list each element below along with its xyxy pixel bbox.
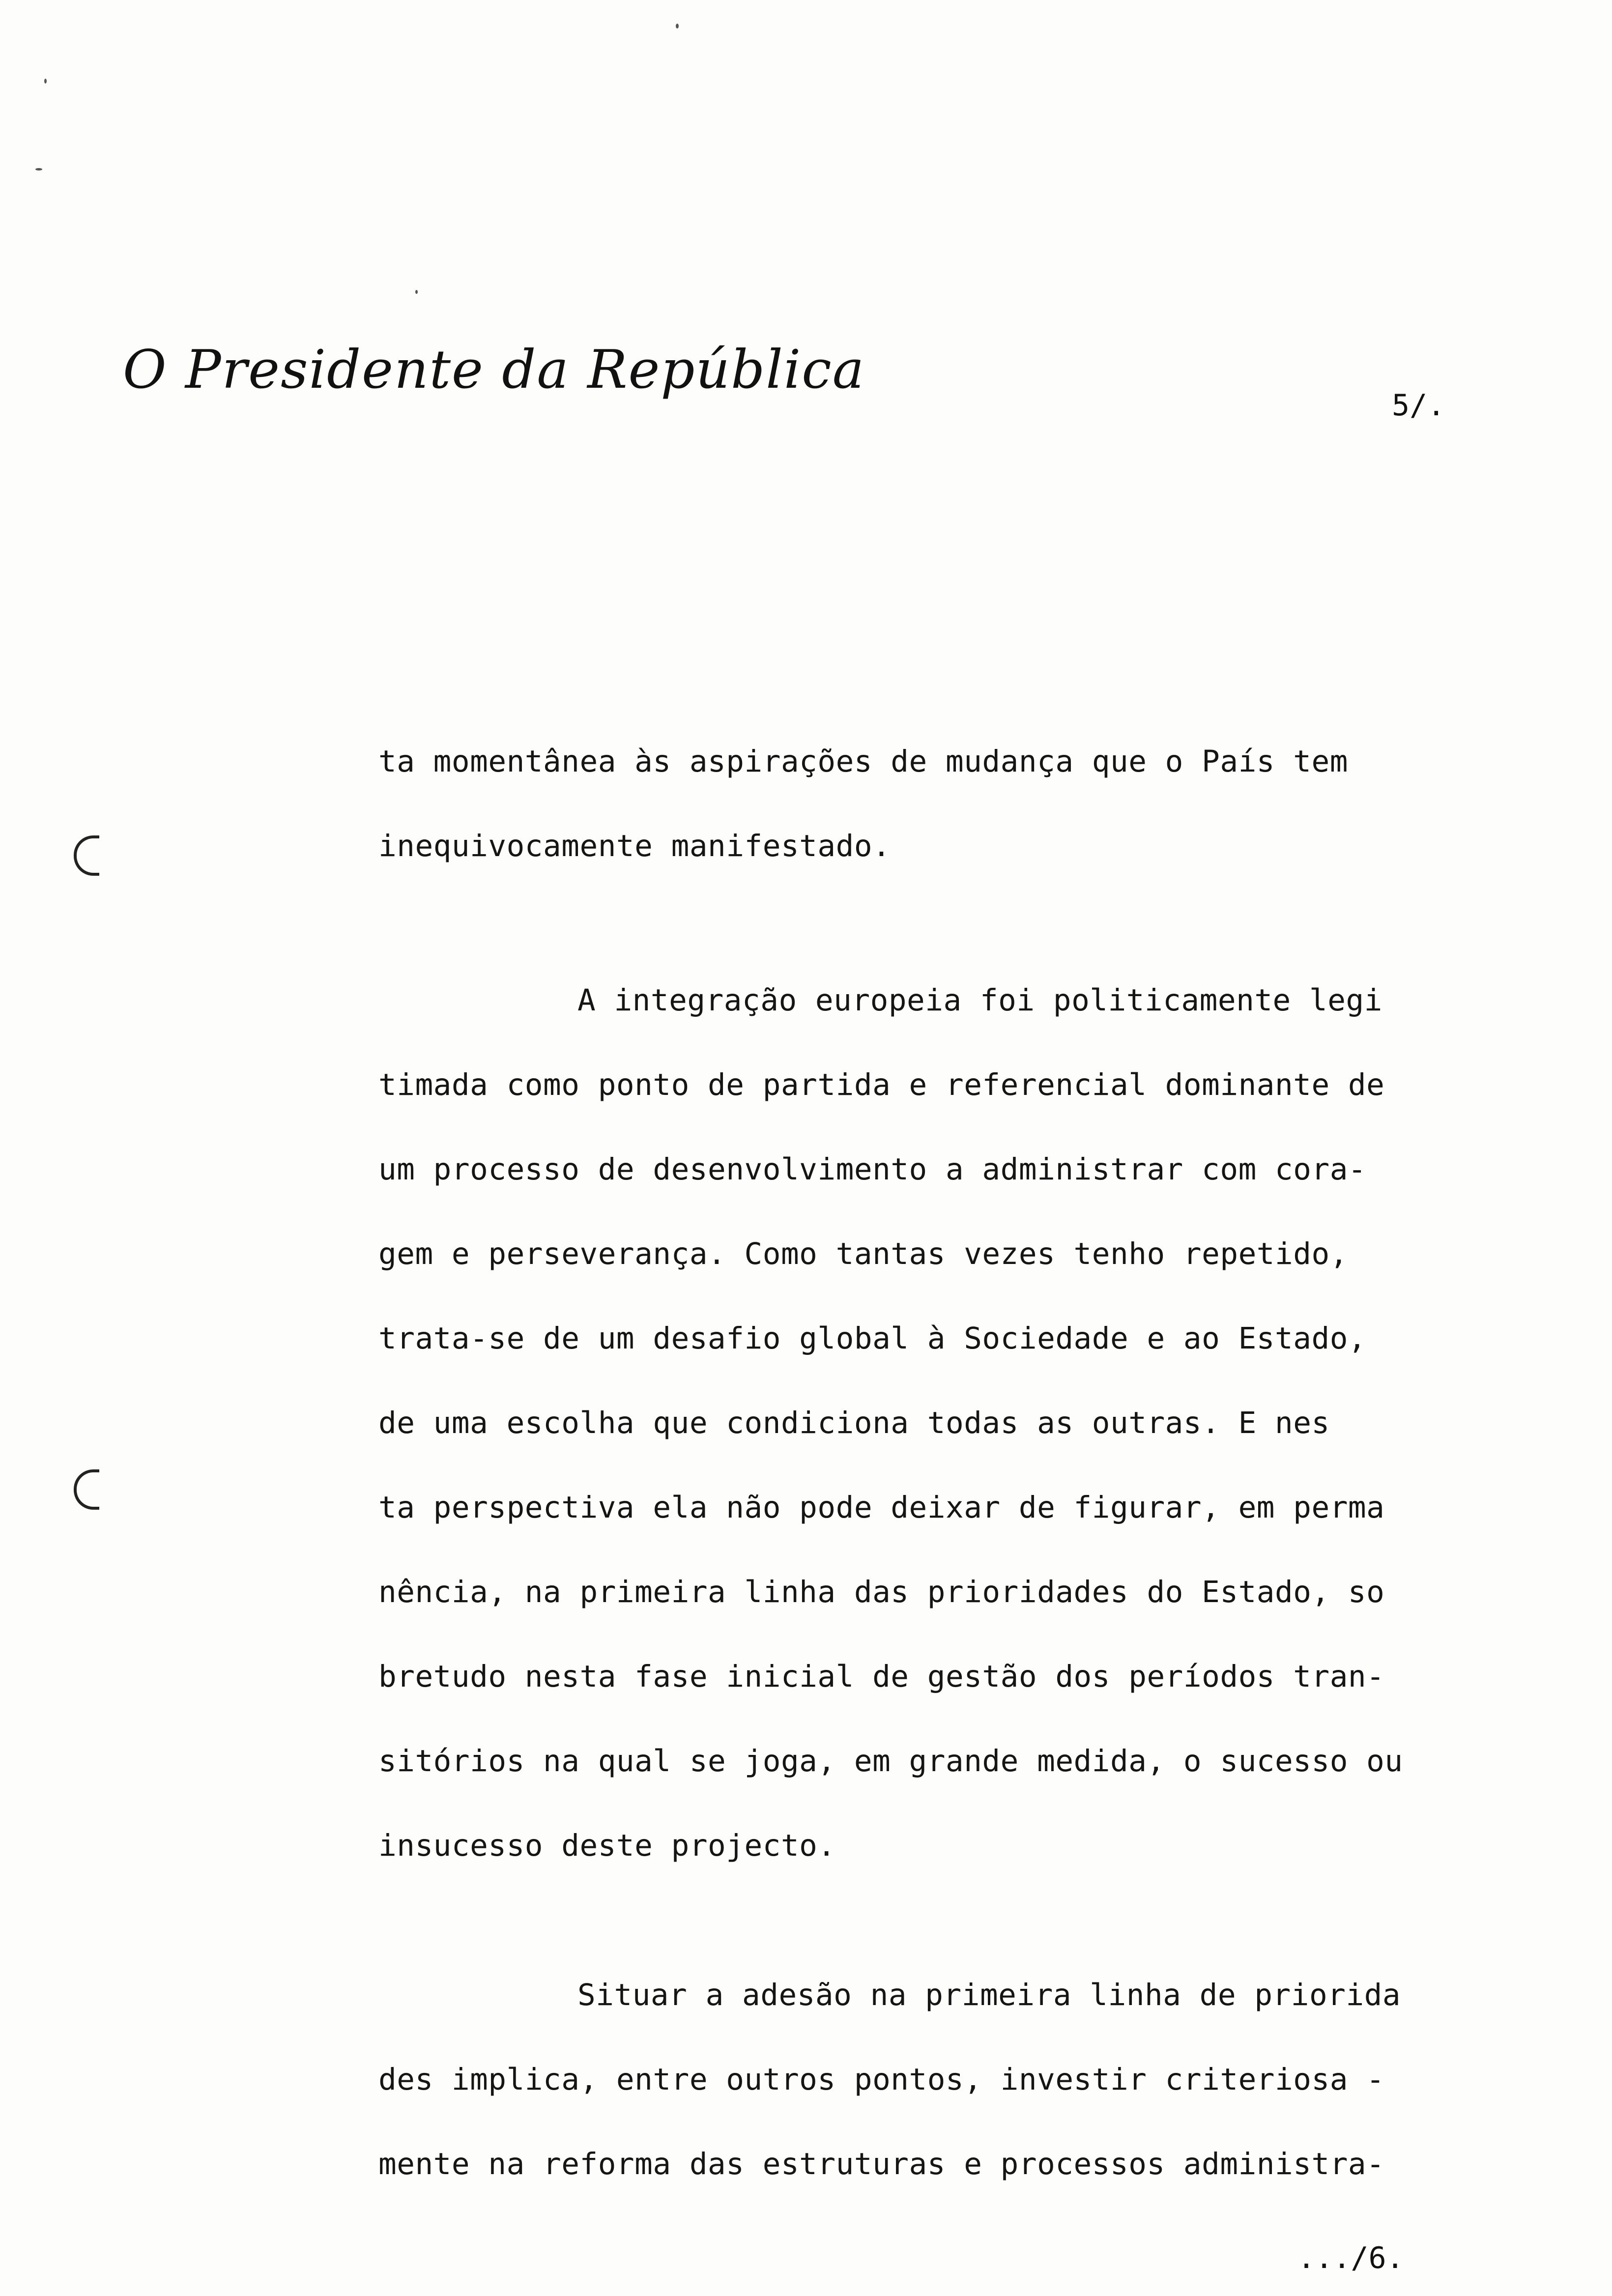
- text-line: trata-se de um desafio global à Sociedade e ao Estado,: [378, 1321, 1367, 1356]
- text-line: timada como ponto de partida e referencial dominante de: [378, 1067, 1385, 1102]
- scan-speck: [676, 24, 679, 29]
- paragraph-first-line: Situar a adesão na primeira linha de priorida: [577, 1978, 1401, 2012]
- text-line: insucesso deste projecto.: [378, 1828, 836, 1863]
- text-line: inequivocamente manifestado.: [378, 829, 891, 863]
- continuation-marker: .../6.: [1297, 2241, 1404, 2275]
- text-line: sitórios na qual se joga, em grande medida, o sucesso ou: [378, 1744, 1403, 1779]
- scan-speck: [415, 290, 418, 294]
- paragraph-first-line: A integração europeia foi politicamente legi: [577, 983, 1382, 1018]
- text-line: gem e perseverança. Como tantas vezes tenho repetido,: [378, 1236, 1348, 1271]
- scan-speck: [35, 168, 42, 171]
- letterhead-title: O Presidente da República: [123, 339, 865, 401]
- text-line: mente na reforma das estruturas e processos administra-: [378, 2147, 1385, 2181]
- punch-hole-mark: [74, 1469, 99, 1510]
- text-line: ta momentânea às aspirações de mudança que o País tem: [378, 744, 1348, 779]
- text-line: de uma escolha que condiciona todas as outras. E nes: [378, 1406, 1330, 1440]
- text-line: des implica, entre outros pontos, investir criteriosa -: [378, 2062, 1385, 2097]
- text-line: um processo de desenvolvimento a administrar com cora-: [378, 1152, 1367, 1187]
- page-number: 5/.: [1392, 388, 1445, 423]
- scan-speck: [44, 79, 47, 84]
- text-line: nência, na primeira linha das prioridades do Estado, so: [378, 1575, 1385, 1609]
- text-line: bretudo nesta fase inicial de gestão dos períodos tran-: [378, 1659, 1385, 1694]
- text-line: ta perspectiva ela não pode deixar de figurar, em perma: [378, 1490, 1385, 1525]
- punch-hole-mark: [74, 835, 99, 876]
